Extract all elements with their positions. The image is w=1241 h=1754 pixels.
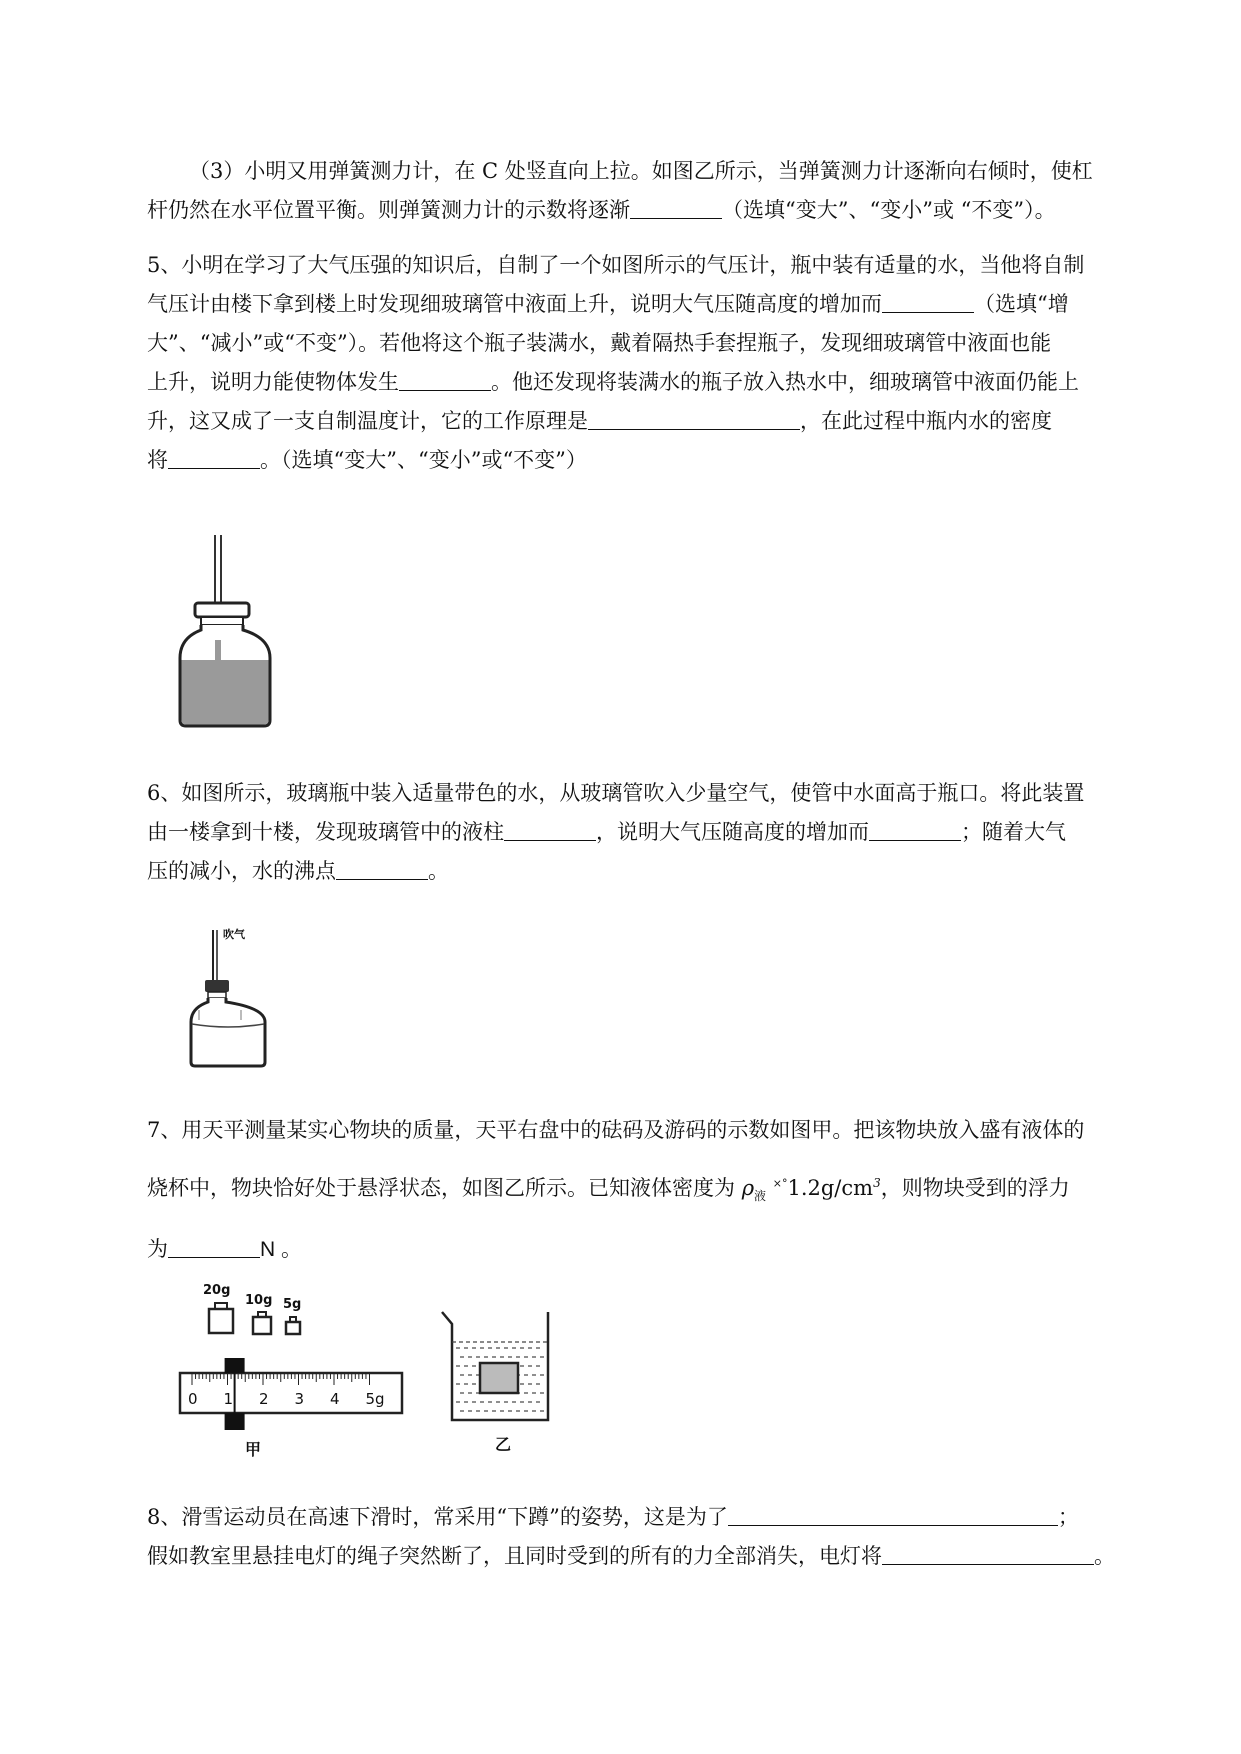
- answer-blank[interactable]: [728, 1503, 1058, 1526]
- density-unit-exponent: 3: [873, 1176, 881, 1190]
- balance-weights-figure: [175, 1280, 415, 1460]
- q6-line-3-end: 。: [428, 859, 449, 883]
- q8-line-1-start: 8、滑雪运动员在高速下滑时，常采用“下蹲”的姿势，这是为了: [147, 1505, 728, 1529]
- q4-line-2-start: 杆仍然在水平位置平衡。则弹簧测力计的示数将逐渐: [147, 198, 630, 222]
- weight-20g: [203, 1283, 233, 1333]
- figure-yi-label: 乙: [495, 1435, 512, 1454]
- scale-tick-label: 2: [259, 1390, 269, 1408]
- question-7: [147, 1104, 1151, 1276]
- answer-blank[interactable]: [336, 857, 428, 880]
- q5-line-2-end: （选填“增: [974, 292, 1069, 316]
- q5-line-5-start: 升，这又成了一支自制温度计，它的工作原理是: [147, 409, 588, 433]
- beaker-figure: [440, 1310, 560, 1460]
- blow-air-label: 吹气: [223, 928, 245, 941]
- blow-air-bottle-figure: [185, 920, 275, 1070]
- q5-line-4-end: 。他还发现将装满水的瓶子放入热水中，细玻璃管中液面仍能上: [491, 370, 1079, 394]
- density-value: 1.2g/cm: [787, 1176, 874, 1200]
- rider-block: [225, 1413, 245, 1430]
- q8-line-2-end: 。: [1094, 1544, 1115, 1568]
- answer-blank[interactable]: [882, 290, 974, 313]
- q4-line-2-end: （选填“变大”、“变小”或 “不变”）。: [722, 198, 1056, 222]
- q5-line-6-start: 将: [147, 448, 168, 472]
- q6-line-2-mid: ，说明大气压随高度的增加而: [596, 820, 869, 844]
- q7-line-1: 7、用天平测量某实心物块的质量，天平右盘中的砝码及游码的示数如图甲。把该物块放入盛有液体的: [147, 1118, 1085, 1142]
- q4-line-1: （3）小明又用弹簧测力计，在 C 处竖直向上拉。如图乙所示，当弹簧测力计逐渐向右倾时，使杠: [189, 159, 1093, 183]
- q5-line-4-start: 上升，说明力能使物体发生: [147, 370, 399, 394]
- answer-blank[interactable]: [588, 407, 800, 430]
- q5-line-2-start: 气压计由楼下拿到楼上时发现细玻璃管中液面上升，说明大气压随高度的增加而: [147, 292, 882, 316]
- scale-tick-label: 4: [330, 1390, 340, 1408]
- formula-mark: ×°: [772, 1177, 788, 1190]
- q6-line-2-start: 由一楼拿到十楼，发现玻璃管中的液柱: [147, 820, 504, 844]
- rho-subscript: 液: [754, 1189, 767, 1204]
- q6-line-2-end: ；随着大气: [961, 820, 1066, 844]
- question-4-part-3: [147, 152, 1151, 230]
- q8-line-2-start: 假如教室里悬挂电灯的绳子突然断了，且同时受到的所有的力全部消失，电灯将: [147, 1544, 882, 1568]
- answer-blank[interactable]: [882, 1542, 1094, 1565]
- q7-line-2-end: ，则物块受到的浮力: [880, 1176, 1070, 1200]
- q5-line-5-end: ，在此过程中瓶内水的密度: [800, 409, 1052, 433]
- q7-line-3-start: 为: [147, 1237, 168, 1262]
- answer-blank[interactable]: [869, 818, 961, 841]
- rider-block: [225, 1358, 245, 1373]
- q5-line-3: 大”、“减小”或“不变”）。若他将这个瓶子装满水，戴着隔热手套捏瓶子，发现细玻璃管中液面也能: [147, 331, 1052, 355]
- question-8: [147, 1498, 1151, 1576]
- weight-label-10g: 10g: [245, 1293, 273, 1308]
- answer-blank[interactable]: [168, 446, 260, 469]
- answer-blank[interactable]: [168, 1235, 260, 1258]
- scale-tick-label: 0: [188, 1390, 198, 1408]
- suspended-block: [480, 1363, 518, 1393]
- scale-tick-label: 5g: [365, 1390, 385, 1408]
- q8-line-1-end: ；: [1057, 1505, 1079, 1529]
- scale-tick-label: 1: [223, 1390, 234, 1408]
- scale-tick-label: 3: [294, 1390, 305, 1408]
- q5-line-1: 5、小明在学习了大气压强的知识后，自制了一个如图所示的气压计，瓶中装有适量的水，当他将自制: [147, 253, 1085, 277]
- weight-label-20g: 20g: [203, 1283, 231, 1298]
- density-formula: [741, 1176, 881, 1204]
- answer-blank[interactable]: [399, 368, 491, 391]
- figure-jia-label: 甲: [245, 1440, 262, 1459]
- q6-line-3-start: 压的减小，水的沸点: [147, 859, 336, 883]
- q6-line-1: 6、如图所示，玻璃瓶中装入适量带色的水，从玻璃管吹入少量空气，使管中水面高于瓶口。将此装置: [147, 781, 1085, 805]
- q7-line-2-start: 烧杯中，物块恰好处于悬浮状态，如图乙所示。已知液体密度为: [147, 1176, 735, 1200]
- question-6: [147, 774, 1151, 891]
- rho-symbol: ρ: [741, 1176, 755, 1200]
- question-5: [147, 246, 1151, 480]
- q5-line-6-end: 。（选填“变大”、“变小”或“不变”）: [260, 448, 587, 472]
- weight-label-5g: 5g: [283, 1297, 302, 1312]
- weight-10g: [245, 1293, 272, 1334]
- answer-blank[interactable]: [504, 818, 596, 841]
- answer-blank[interactable]: [630, 196, 722, 219]
- barometer-bottle-figure: [170, 530, 290, 730]
- weight-5g: [283, 1297, 301, 1334]
- q7-unit: N 。: [260, 1238, 302, 1262]
